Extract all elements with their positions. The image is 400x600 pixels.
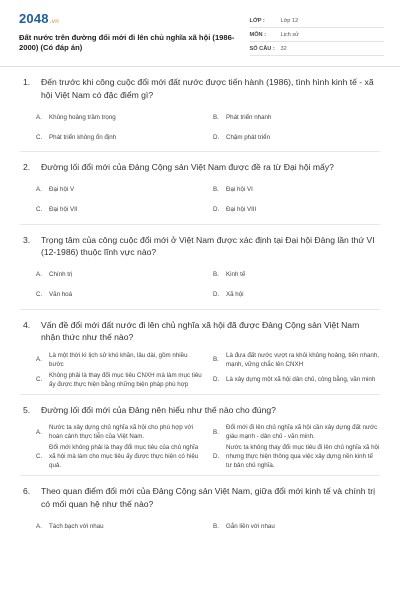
question-number: 3.	[23, 234, 31, 245]
option-d[interactable]	[213, 127, 380, 147]
option-text: Khủng hoảng trầm trọng	[49, 113, 116, 121]
option-a[interactable]	[36, 107, 203, 127]
option-d[interactable]	[213, 370, 380, 390]
option-text: Gắn liền với nhau	[226, 522, 275, 530]
option-text: Tách bạch với nhau	[49, 522, 104, 530]
question-3	[20, 225, 380, 310]
answer-options	[20, 107, 380, 147]
option-letter: C.	[36, 206, 43, 213]
option-c[interactable]	[36, 285, 203, 305]
meta-row-subject	[250, 28, 384, 42]
meta-key: SỐ CÂU :	[249, 45, 275, 52]
option-text: Đổi mới đi lên chủ nghĩa xã hội cần xây dựng đất nước giàu mạnh - dân chủ - văn minh.	[226, 424, 378, 440]
option-letter: D.	[213, 376, 220, 383]
meta-row-count	[250, 42, 384, 56]
option-text: Đại hội V	[49, 186, 75, 193]
header-left	[19, 10, 250, 56]
option-a[interactable]	[36, 350, 203, 370]
document-title: Đất nước trên đường đổi mới đi lên chủ nghĩa xã hội (1986-2000) (Có đáp án)	[19, 33, 235, 52]
option-c[interactable]	[36, 370, 203, 390]
option-letter: B.	[213, 522, 219, 530]
option-letter: C.	[36, 376, 43, 383]
option-text: Là một thời kì lịch sử khó khăn, lâu dài, gồm nhiều bước	[49, 351, 188, 368]
option-letter: B.	[213, 271, 219, 278]
answer-options	[20, 422, 380, 471]
option-letter: B.	[213, 113, 219, 121]
question-text: Trọng tâm của công cuộc đổi mới ở Việt Nam được xác định tại Đại hội Đảng lần thứ VI (12-1986) thuộc lĩnh vực nào?	[41, 234, 375, 257]
option-b[interactable]	[213, 107, 380, 127]
option-text: Đại hội VII	[49, 206, 78, 213]
question-number: 6.	[23, 486, 31, 496]
answer-options	[20, 516, 380, 536]
question-number: 1.	[23, 77, 31, 87]
question-text: Đường lối đổi mới của Đảng nên hiểu như thế nào cho đúng?	[41, 404, 276, 415]
page-header	[0, 10, 400, 56]
option-letter: C.	[36, 133, 43, 141]
option-letter: A.	[36, 522, 42, 530]
option-text: Không phải là thay đổi mục tiêu CNXH mà làm mục tiêu ấy được thực hiện bằng những biện pháp phù hợp	[49, 371, 202, 388]
option-d[interactable]	[213, 285, 380, 305]
option-text: Chính trị	[49, 271, 73, 278]
meta-row-class	[250, 14, 384, 28]
option-text: Là xây dựng một xã hội dân chủ, công bằng, văn minh	[226, 376, 376, 383]
option-letter: D.	[213, 206, 220, 213]
option-text: Chậm phát triển	[226, 133, 271, 141]
option-d[interactable]	[213, 442, 380, 471]
question-list	[0, 67, 400, 540]
option-letter: D.	[213, 291, 220, 298]
question-1	[20, 67, 380, 152]
document-meta	[250, 14, 384, 56]
answer-options	[20, 350, 380, 390]
logo-text: 2048	[19, 11, 49, 26]
option-letter: A.	[36, 428, 42, 436]
question-2	[20, 152, 380, 225]
meta-key: LỚP :	[249, 17, 265, 24]
option-b[interactable]	[213, 516, 380, 536]
option-letter: A.	[36, 271, 42, 278]
option-a[interactable]	[36, 265, 203, 285]
option-letter: A.	[36, 356, 42, 363]
option-letter: B.	[213, 356, 219, 363]
option-text: Phát triển không ổn định	[49, 133, 117, 141]
option-b[interactable]	[213, 265, 380, 285]
option-text: Đại hội VIII	[226, 206, 257, 213]
option-c[interactable]	[36, 127, 203, 147]
question-number: 2.	[23, 162, 31, 172]
answer-options	[20, 180, 380, 220]
option-text: Văn hoá	[49, 291, 73, 298]
question-6	[20, 476, 380, 540]
option-a[interactable]	[36, 180, 203, 200]
logo-suffix: .vn	[49, 19, 60, 25]
option-letter: D.	[213, 133, 220, 141]
option-c[interactable]	[36, 442, 203, 471]
option-text: Đại hội VI	[226, 186, 253, 193]
option-text: Kinh tế	[226, 271, 246, 278]
option-c[interactable]	[36, 200, 203, 220]
option-letter: C.	[36, 291, 43, 298]
option-b[interactable]	[213, 422, 380, 442]
question-number: 4.	[23, 319, 31, 330]
option-a[interactable]	[36, 422, 203, 442]
answer-options	[20, 265, 380, 305]
question-5	[20, 395, 380, 477]
option-b[interactable]	[213, 180, 380, 200]
question-text: Đến trước khi công cuộc đổi mới đất nước được tiến hành (1986), tình hình kinh tế - xã hội Việt Nam có đặc điểm gì?	[41, 77, 374, 100]
option-letter: A.	[36, 113, 42, 121]
meta-value: Lớp 12	[280, 17, 299, 24]
option-b[interactable]	[213, 350, 380, 370]
option-d[interactable]	[213, 200, 380, 220]
question-text: Đường lối đổi mới của Đảng Cộng sản Việt Nam được đề ra từ Đại hội mấy?	[41, 162, 334, 172]
question-text: Theo quan điểm đổi mới của Đảng Cộng sản Việt Nam, giữa đổi mới kinh tế và chính trị có mối quan hệ như thế nào?	[41, 486, 376, 509]
option-text: Nước ta xây dựng chủ nghĩa xã hội cho phù hợp với hoàn cảnh thực tiễn của Việt Nam.	[49, 424, 193, 440]
option-text: Nước ta không thay đổi mục tiêu đi lên chủ nghĩa xã hội nhưng thực hiện thông qua việc xây dựng nền kinh tế tư bản chủ nghĩa.	[226, 444, 380, 469]
option-text: Phát triển nhanh	[226, 113, 272, 121]
option-text: Là đưa đất nước vượt ra khỏi khủng hoảng, tiến nhanh, mạnh, vững chắc lên CNXH	[226, 351, 379, 368]
option-letter: B.	[213, 186, 219, 193]
option-letter: A.	[36, 186, 42, 193]
question-number: 5.	[23, 404, 31, 415]
meta-value: Lịch sử	[280, 31, 299, 38]
option-text: Đổi mới không phải là thay đổi mục tiêu của chủ nghĩa xã hội mà làm cho mục tiêu ấy được thực hiện có hiệu quả.	[49, 444, 199, 469]
option-letter: B.	[213, 428, 219, 436]
question-text: Vấn đề đổi mới đất nước đi lên chủ nghĩa xã hội đã được Đảng Cộng sản Việt Nam nhận thức như thế nào?	[41, 319, 360, 342]
option-a[interactable]	[36, 516, 203, 536]
option-text: Xã hội	[226, 291, 244, 298]
site-logo[interactable]	[19, 11, 250, 26]
question-4	[20, 310, 380, 395]
option-letter: D.	[213, 453, 220, 460]
meta-value: 32	[280, 45, 287, 52]
meta-key: MÔN :	[249, 31, 266, 38]
option-letter: C.	[36, 453, 43, 460]
